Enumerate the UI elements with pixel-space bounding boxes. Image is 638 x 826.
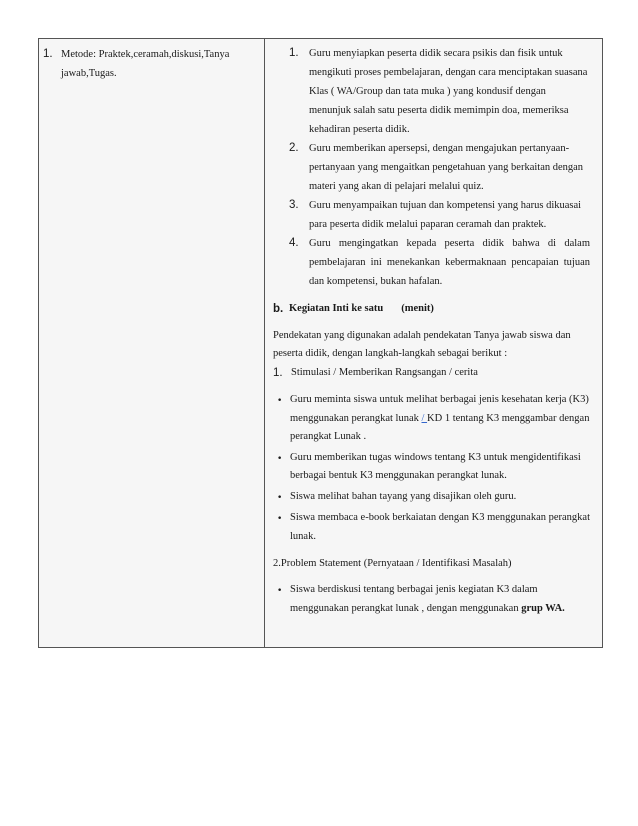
stimulasi-bullets: [273, 391, 590, 546]
opening-step: [289, 234, 590, 291]
section-title: Kegiatan Inti ke satu: [289, 303, 384, 314]
problem-statement-heading: 2.Problem Statement (Pernyataan / Identifikasi Masalah): [273, 558, 512, 569]
method-item: [43, 45, 254, 83]
bullet-icon: •: [277, 396, 283, 406]
bullet-text: Siswa membaca e-book berkaiatan dengan K3 menggunakan perangkat lunak.: [290, 512, 591, 542]
opening-step: [289, 139, 590, 196]
list-item: [277, 449, 590, 486]
bullet-text: Guru memberikan tugas windows tentang K3 untuk mengidentifikasi berbagai bentuk K3 menggunakan perangkat lunak.: [290, 451, 581, 481]
step-number: 3.: [289, 199, 299, 211]
bullet-text: Siswa melihat bahan tayang yang disajikan oleh guru.: [290, 490, 517, 502]
lesson-table: [38, 38, 603, 648]
bullet-text: [290, 391, 590, 447]
section-b-heading: [273, 300, 590, 318]
list-item: [277, 391, 590, 447]
method-number: 1.: [43, 48, 53, 60]
list-item: [277, 488, 590, 508]
step-text: Guru menyampaikan tujuan dan kompetensi yang harus dikuasai para peserta didik melalui paparan ceramah dan praktek.: [309, 200, 582, 230]
step-text: Guru memberikan apersepsi, dengan mengajukan pertanyaan-pertanyaan yang mengaitkan pengetahuan yang berkaitan dengan materi yang akan di pelajari melalui quiz.: [309, 143, 584, 192]
step-text: Guru mengingatkan kepada peserta didik bahwa di dalam pembelajaran ini menekankan kebermaknaan pencapaian tujuan dan kompetensi, bukan hafalan.: [309, 238, 590, 287]
intro-paragraph: Pendekatan yang digunakan adalah pendekatan Tanya jawab siswa dan peserta didik, dengan langkah-langkah sebagai berikut :: [273, 330, 571, 359]
list-item: [277, 509, 590, 546]
section-duration: (menit): [401, 303, 434, 314]
problem-bullets: [273, 581, 590, 618]
stimulasi-heading: [273, 363, 590, 383]
bullet-icon: •: [277, 514, 283, 524]
activities-column: [265, 39, 602, 647]
section-letter: b.: [273, 303, 284, 315]
method-text: Metode: Praktek,ceramah,diskusi,Tanya jawab,Tugas.: [61, 49, 230, 79]
opening-steps: [273, 44, 590, 291]
bullet-icon: •: [277, 492, 283, 503]
bullet-text-post: KD 1 tentang K3 menggambar dengan perangkat Lunak .: [290, 412, 590, 442]
list-item: [277, 581, 590, 618]
bullet-text-bold: grup WA.: [521, 602, 565, 614]
bullet-text-pre: Siswa berdiskusi tentang berbagai jenis kegiatan K3 dalam menggunakan perangkat lunak , dengan menggunakan: [290, 584, 538, 614]
bullet-link[interactable]: /: [421, 412, 428, 424]
method-column: [39, 39, 265, 647]
opening-step: [289, 44, 590, 139]
bullet-text: [290, 581, 590, 618]
step-number: 2.: [289, 142, 299, 154]
bullet-icon: •: [277, 453, 283, 464]
step-number: 1.: [289, 47, 299, 59]
bullet-icon: •: [277, 586, 283, 596]
bullet-text-pre: Guru meminta siswa untuk melihat berbagai jenis kesehatan kerja (K3) menggunakan perangkat lunak: [290, 394, 589, 424]
stimulasi-text: Stimulasi / Memberikan Rangsangan / cerita: [291, 367, 478, 378]
stimulasi-number: 1.: [273, 367, 283, 379]
step-text: Guru menyiapkan peserta didik secara psikis dan fisik untuk mengikuti proses pembelajaran, dengan cara menciptakan suasana Klas ( WA/Group dan tata muka ) yang kondusif dengan menunjuk salah satu peserta didik memimpin doa, memeriksa kehadiran peserta didik.: [309, 48, 588, 135]
opening-step: [289, 196, 590, 234]
step-number: 4.: [289, 237, 299, 249]
